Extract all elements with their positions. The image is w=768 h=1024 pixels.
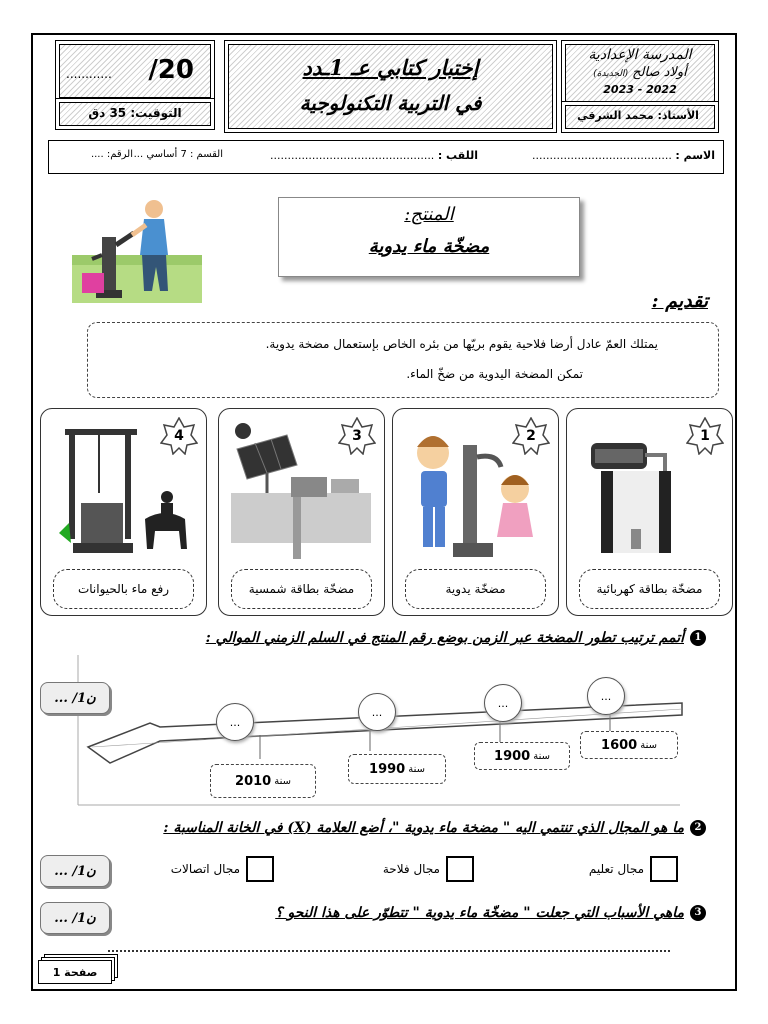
intro-heading: تقديم : (651, 290, 708, 312)
product-box (278, 197, 580, 277)
card-label: مضخّة يدوية (405, 569, 546, 609)
exam-subject: في التربية التكنولوجية (299, 91, 482, 115)
class-field[interactable]: القسم : 7 أساسي ... (133, 149, 223, 160)
option-communications-label: مجال اتصالات (170, 862, 240, 876)
card-number-badge: 4 (160, 417, 198, 455)
product-heading: المنتج: (404, 204, 454, 225)
option-agriculture-label: مجال فلاحة (382, 862, 440, 876)
card-number-badge: 2 (512, 417, 550, 455)
year-label-1600: سنة 1600 (580, 731, 678, 759)
school-box (565, 44, 715, 102)
school-year: 2023 - 2022 (603, 83, 677, 96)
student-info-box (48, 140, 724, 174)
card-label: رفع ماء بالحيوانات (53, 569, 194, 609)
title-box (228, 44, 553, 129)
q1-mark-box: ... /1ن (40, 682, 110, 714)
name-field[interactable]: الاسم : ........................................ (531, 149, 715, 162)
card-solar-pump (218, 408, 385, 616)
option-education-label: مجال تعليم (588, 862, 644, 876)
teacher-name: الأستاذ: محمد الشرقي (577, 109, 699, 122)
q2-mark-box: ... /1ن (40, 855, 110, 887)
electric-pump-illustration (585, 425, 695, 555)
year-label-1990: سنة 1990 (348, 754, 446, 784)
question-2 (163, 820, 706, 836)
timeline-slot-2[interactable]: ... (358, 693, 396, 731)
score-blank: ............ (66, 67, 112, 81)
timeline-slot-3[interactable]: ... (484, 684, 522, 722)
card-number-badge: 3 (338, 417, 376, 455)
score-total: /20 (148, 55, 194, 85)
answer-line[interactable] (108, 950, 670, 952)
score-box (59, 44, 211, 98)
card-hand-pump (392, 408, 559, 616)
teacher-box (565, 105, 715, 129)
product-name: مضخّة ماء يدوية (368, 236, 490, 257)
checkbox-agriculture[interactable] (446, 856, 474, 882)
intro-line-2: تمكن المضخة اليدوية من ضخّ الماء. (406, 367, 583, 381)
checkbox-communications[interactable] (246, 856, 274, 882)
card-animal-lift (40, 408, 207, 616)
question-3-text: ماهي الأسباب التي جعلت " مضخّة ماء يدوية " تتطوّر على هذا النحو ؟ (275, 905, 684, 921)
year-label-2010: سنة 2010 (210, 764, 316, 798)
question-number: 3 (690, 905, 706, 921)
question-number: 2 (690, 820, 706, 836)
man-at-pump-illustration (72, 195, 202, 303)
duration: التوقيت: 35 دق (88, 106, 182, 120)
timeline-slot-1[interactable]: ... (216, 703, 254, 741)
q3-mark-box: ... /1ن (40, 902, 110, 934)
school-name: المدرسة الإعدادية (588, 47, 692, 63)
card-label: مضخّة بطاقة شمسية (231, 569, 372, 609)
card-label: مضخّة بطاقة كهربائية (579, 569, 720, 609)
surname-field[interactable]: اللقب : ............................................... (269, 149, 478, 162)
question-2-text: ما هو المجال الذي تنتمي اليه " مضخة ماء يدوية "، أضع العلامة (X) في الخانة المناسبة : (163, 820, 684, 836)
card-electric-pump (566, 408, 733, 616)
school-location: أولاد صالح (الجديدة) (593, 65, 687, 80)
timeline-slot-4[interactable]: ... (587, 677, 625, 715)
duration-box (59, 102, 211, 126)
question-3 (275, 905, 706, 921)
card-number-badge: 1 (686, 417, 724, 455)
page-number-stack (38, 960, 118, 988)
question-1 (206, 630, 706, 646)
intro-box (87, 322, 719, 398)
intro-line-1: يمتلك العمّ عادل أرضا فلاحية يقوم بريّها من بئره الخاص بإستعمال مضخة يدوية. (265, 337, 658, 351)
question-number: 1 (690, 630, 706, 646)
question-1-text: أتمم ترتيب تطور المضخة عبر الزمن بوضع رقم المنتج في السلم الزمني الموالي : (205, 630, 684, 646)
page-number: صفحة 1 (38, 960, 112, 984)
number-field[interactable]: الرقم: .... (90, 149, 133, 160)
checkbox-education[interactable] (650, 856, 678, 882)
exam-title: إختبار كتابي عـ 1ـدد (302, 55, 479, 80)
year-label-1900: سنة 1900 (474, 742, 570, 770)
